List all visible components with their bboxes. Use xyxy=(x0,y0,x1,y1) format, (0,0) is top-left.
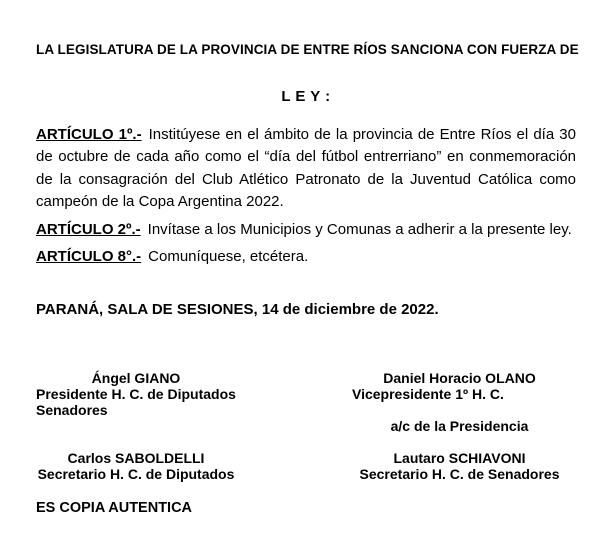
article-8-label: ARTÍCULO 8°.- xyxy=(36,248,142,266)
signatory-note-olano: a/c de la Presidencia xyxy=(390,417,529,434)
signatory-title-giano: Presidente H. C. de Diputados xyxy=(36,385,236,402)
signatory-title-saboldelli: Secretario H. C. de Diputados xyxy=(37,465,235,482)
signatory-title-schiavoni: Secretario H. C. de Senadores xyxy=(359,465,560,482)
article-8 xyxy=(36,246,576,268)
place-date-line: PARANÁ, SALA DE SESIONES, 14 de diciembre de 2022. xyxy=(36,301,439,319)
copy-authentic-note: ES COPIA AUTENTICA xyxy=(36,499,193,516)
signature-block-schiavoni xyxy=(352,450,567,482)
signature-block-olano xyxy=(352,370,567,434)
signatory-name-olano: Daniel Horacio OLANO xyxy=(383,369,536,386)
article-2-label: ARTÍCULO 2º.- xyxy=(36,220,141,238)
signatory-title-olano: Vicepresidente 1º H. C. xyxy=(352,385,504,402)
signature-row-2 xyxy=(36,450,576,482)
article-1-label: ARTÍCULO 1º.- xyxy=(36,126,142,143)
signature-spacer xyxy=(352,402,567,418)
document-heading: LA LEGISLATURA DE LA PROVINCIA DE ENTRE RÍOS SANCIONA CON FUERZA DE xyxy=(36,42,579,57)
article-2-text: Invítase a los Municipios y Comunas a adherir a la presente ley. xyxy=(147,220,572,238)
signature-block-saboldelli xyxy=(36,450,236,482)
signature-row-1 xyxy=(36,370,576,434)
article-2 xyxy=(36,219,576,241)
article-1-text: Institúyese en el ámbito de la provincia de Entre Ríos el día 30 de octubre de cada año como el “día del fútbol entrerriano” en conmemoración de la consagración del Club Atlético Patronato de la Juventud Católica como campeón de la Copa Argentina 2022. xyxy=(36,126,576,211)
law-title: L E Y : xyxy=(281,88,331,105)
signatory-name-schiavoni: Lautaro SCHIAVONI xyxy=(393,449,526,466)
signatory-title2-giano: Senadores xyxy=(36,401,108,418)
article-1 xyxy=(36,124,576,214)
signature-block-giano xyxy=(36,370,236,418)
signatory-name-giano: Ángel GIANO xyxy=(91,369,181,386)
signatory-name-saboldelli: Carlos SABOLDELLI xyxy=(67,449,205,466)
article-8-text: Comuníquese, etcétera. xyxy=(148,248,309,266)
